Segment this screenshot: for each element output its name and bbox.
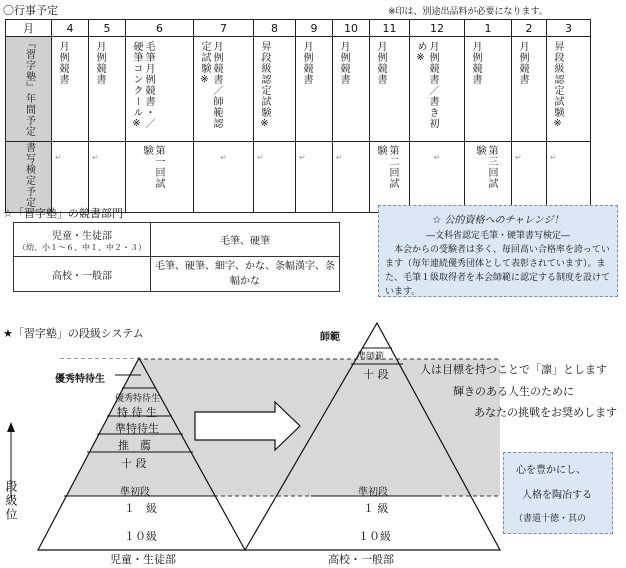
return-mark: ↵ xyxy=(433,153,441,162)
return-mark: ↵ xyxy=(257,153,264,162)
event-cell: 月例競書 xyxy=(470,41,481,85)
month-cell: 12 xyxy=(410,20,465,37)
month-cell: 8 xyxy=(254,20,296,37)
event-cell: 昇段級認定試験※ xyxy=(259,41,270,130)
callout-label: 優秀特待生 xyxy=(55,374,105,385)
rank-label: 師範 xyxy=(320,332,340,343)
department-row xyxy=(14,223,340,257)
slogan-line: 輝きのある人生のために xyxy=(453,385,574,398)
ranks-title: ★「習字塾」の段級システム xyxy=(3,327,144,340)
base-label-left: 児童・生徒部 xyxy=(110,553,176,566)
rank-label: 推 薦 xyxy=(118,439,151,452)
event-cell: 月例競書 xyxy=(301,41,312,85)
challenge-title: ☆ 公的資格へのチャレンジ！ xyxy=(432,215,564,226)
month-cell: 7 xyxy=(194,20,254,37)
month-cell: 4 xyxy=(52,20,89,37)
return-mark: ↵ xyxy=(550,153,557,162)
rank-label: 準特待生 xyxy=(115,422,159,435)
exam-cell: 第一回試験 xyxy=(141,145,164,189)
rank-label: 十 段 xyxy=(363,368,389,381)
month-cell: 3 xyxy=(547,20,591,37)
department-group: 児童・生徒部 xyxy=(52,230,112,242)
event-cell: 月例競書 xyxy=(94,41,105,85)
month-cell: 10 xyxy=(333,20,370,37)
exam-row xyxy=(6,142,591,213)
event-cell: 月例競書／師範認定試験※ xyxy=(199,41,222,129)
month-cell: 9 xyxy=(296,20,333,37)
month-cell: 2 xyxy=(512,20,547,37)
department-subjects: 毛筆、硬筆、細字、かな、条幅漢字、条幅かな xyxy=(151,257,340,292)
month-label: 月 xyxy=(6,20,52,37)
event-cell: 月例競書 xyxy=(517,41,528,85)
challenge-body: 本会からの受験者は多く、毎回高い合格率を誇っています（毎年連続優秀団体として表彰されています）。また、毛筆１級取得者を本会師範に認定する制度を設けています。 xyxy=(385,245,611,297)
exam-cell: 第三回試験 xyxy=(474,145,497,189)
return-mark: ↵ xyxy=(299,153,306,162)
challenge-box xyxy=(378,205,618,297)
header-note: ※印は、別途出品料が必要になります。 xyxy=(388,7,548,17)
event-cell: 月例競書 xyxy=(375,41,386,85)
departments-table xyxy=(13,222,340,292)
rank-label: １ 級 xyxy=(363,502,389,515)
department-group: 高校・一般部 xyxy=(14,257,151,292)
annual-plan-label: 『習字塾』年間予定 xyxy=(23,37,35,137)
motto-line: 心を豊かにし、 xyxy=(516,465,586,476)
return-mark: ↵ xyxy=(336,153,343,162)
return-mark: ↵ xyxy=(220,153,227,162)
department-row xyxy=(14,257,340,292)
month-cell: 1 xyxy=(465,20,512,37)
month-cell: 6 xyxy=(126,20,194,37)
rank-label: 準初段 xyxy=(120,487,150,498)
rank-label: 優秀特待生 xyxy=(115,394,161,404)
department-subjects: 毛筆、硬筆 xyxy=(151,223,340,257)
challenge-subtitle: ―文科省認定毛筆・硬筆書写検定― xyxy=(425,231,570,241)
rank-label: 準初段 xyxy=(358,487,388,498)
rank-label: 準師範 xyxy=(357,352,385,362)
base-label-right: 高校・一般部 xyxy=(328,553,394,566)
month-cell: 5 xyxy=(89,20,126,37)
event-cell: 月例競書 xyxy=(338,41,349,85)
event-cell: 月例競書／書き初め※ xyxy=(415,41,438,129)
motto-line: 人格を陶冶する xyxy=(522,490,592,501)
return-mark: ↵ xyxy=(92,153,99,162)
departments-title: ☆「習字塾」の競書部門 xyxy=(3,207,123,220)
rank-label: １０級 xyxy=(124,530,157,543)
return-mark: ↵ xyxy=(515,153,522,162)
page-title: 〇行事予定 xyxy=(3,4,58,17)
axis-label: 段級位 xyxy=(4,480,18,522)
slogan-line: 人は目標を持つことで「凛」とします xyxy=(420,363,607,376)
month-cell: 11 xyxy=(370,20,410,37)
motto-box xyxy=(503,452,613,534)
exam-cell: 第二回試験 xyxy=(375,145,398,189)
rank-label: 特 待 生 xyxy=(117,406,157,419)
event-cell: 月例競書 xyxy=(57,41,68,85)
event-cell: 毛筆月例競書・／硬筆コンクール※ xyxy=(131,41,154,130)
department-sub: （幼、小１～６、中１、中２・３） xyxy=(18,242,146,252)
slogan-line: あなたの挑戦をお奨めします xyxy=(474,406,617,419)
rank-label: １０級 xyxy=(358,530,391,543)
event-cell: 昇段級認定試験※ xyxy=(552,41,563,130)
return-mark: ↵ xyxy=(55,153,62,162)
event-row xyxy=(6,37,591,142)
month-row xyxy=(6,20,591,37)
rank-label: 十 段 xyxy=(121,457,147,470)
motto-line: （書道十徳・其の xyxy=(514,514,587,524)
annual-schedule-table xyxy=(5,19,591,213)
rank-label: １ 級 xyxy=(124,502,157,515)
exam-plan-label: 書写検定予定 xyxy=(23,142,35,208)
